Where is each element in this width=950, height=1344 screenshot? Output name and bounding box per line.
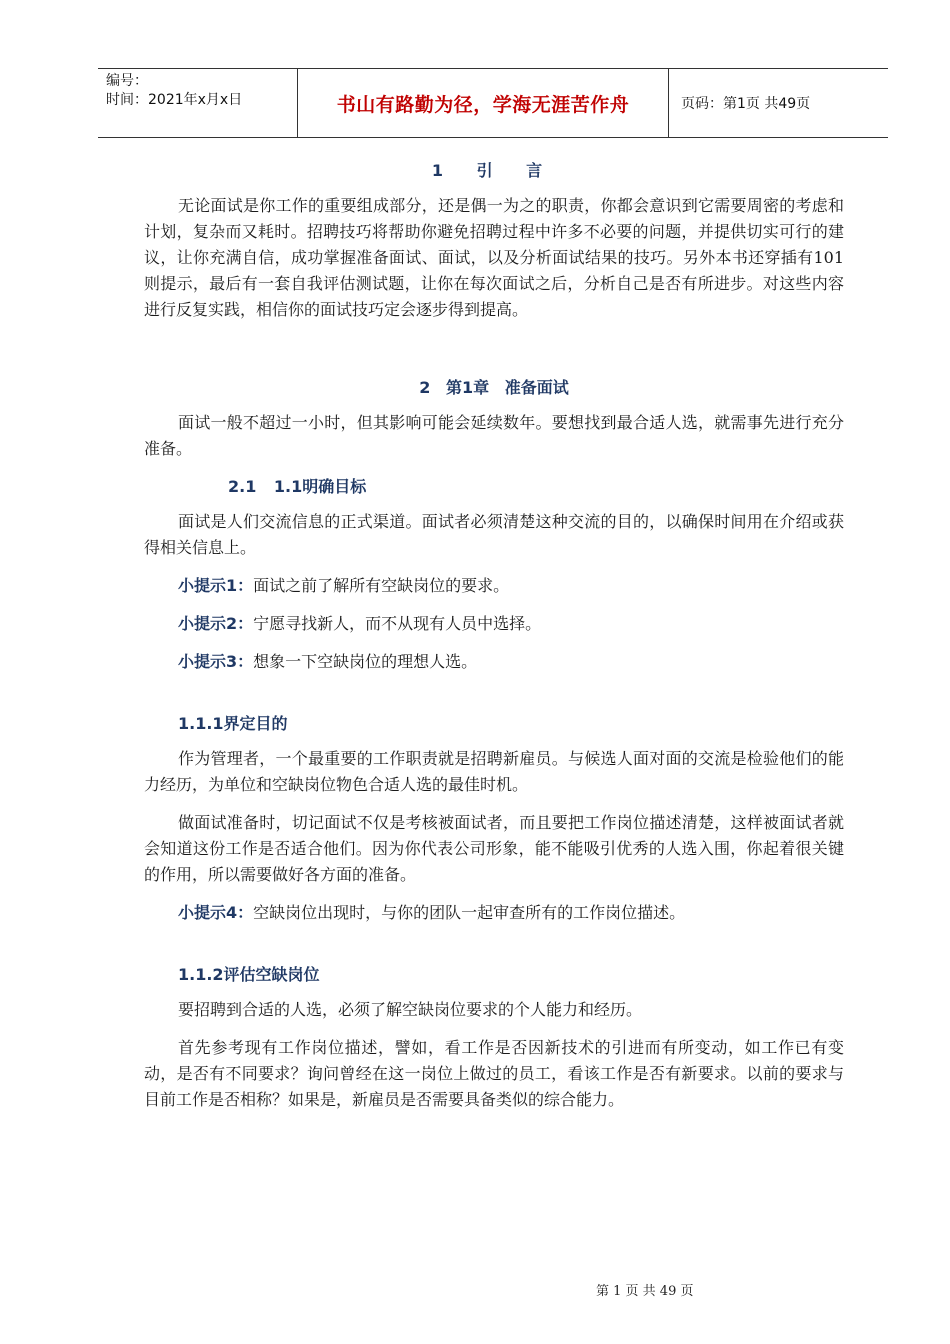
- tip-3: [178, 649, 844, 675]
- tip-label: 小提示3：: [178, 652, 254, 671]
- header-meta: [98, 69, 298, 137]
- tip-text: 面试之前了解所有空缺岗位的要求。: [253, 576, 510, 595]
- tip-text: 想象一下空缺岗位的理想人选。: [253, 652, 478, 671]
- tip-label: 小提示2：: [178, 614, 254, 633]
- section-1-1-heading: 2.1 1.1明确目标: [228, 477, 367, 496]
- section-1-1-2-heading: 1.1.2评估空缺岗位: [178, 965, 320, 984]
- tip-2: [178, 611, 844, 637]
- section-1-1-1-paragraph-2: 做面试准备时，切记面试不仅是考核被面试者，而且要把工作岗位描述清楚，这样被面试者就会知道这份工作是否适合他们。因为你代表公司形象，能不能吸引优秀的人选入围，你起着很关键的作用，所以需要做好各方面的准备。: [144, 813, 844, 884]
- header-time: 时间：2021年x月x日: [106, 92, 243, 108]
- tip-text: 宁愿寻找新人，而不从现有人员中选择。: [253, 614, 542, 633]
- header-page-info: 页码：第1页 共49页: [681, 96, 811, 112]
- section-1-1-1-heading: 1.1.1界定目的: [178, 714, 288, 733]
- chapter1-paragraph: 面试一般不超过一小时，但其影响可能会延续数年。要想找到最合适人选，就需事先进行充分准备。: [144, 413, 844, 458]
- section-1-1-1-paragraph-1: 作为管理者，一个最重要的工作职责就是招聘新雇员。与候选人面对面的交流是检验他们的能力经历，为单位和空缺岗位物色合适人选的最佳时机。: [144, 749, 844, 794]
- tip-text: 空缺岗位出现时，与你的团队一起审查所有的工作岗位描述。: [253, 903, 686, 922]
- header-number: 编号：: [106, 73, 148, 89]
- section-1-1-paragraph: 面试是人们交流信息的正式渠道。面试者必须清楚这种交流的目的，以确保时间用在介绍或获得相关信息上。: [144, 512, 844, 557]
- tip-4: [178, 900, 844, 926]
- intro-heading: 1 引 言: [431, 161, 557, 180]
- section-1-1-2-paragraph-1: 要招聘到合适的人选，必须了解空缺岗位要求的个人能力和经历。: [178, 1000, 643, 1019]
- tip-label: 小提示1：: [178, 576, 254, 595]
- section-1-1-2-paragraph-2: 首先参考现有工作岗位描述，譬如，看工作是否因新技术的引进而有所变动，如工作已有变动，是否有不同要求？询问曾经在这一岗位上做过的员工，看该工作是否有新要求。以前的要求与目前工作是否相称？如果是，新雇员是否需要具备类似的综合能力。: [144, 1038, 844, 1109]
- intro-paragraph: 无论面试是你工作的重要组成部分，还是偶一为之的职责，你都会意识到它需要周密的考虑和计划，复杂而又耗时。招聘技巧将帮助你避免招聘过程中许多不必要的问题，并提供切实可行的建议，让你充满自信，成功掌握准备面试、面试，以及分析面试结果的技巧。另外本书还穿插有101则提示，最后有一套自我评估测试题，让你在每次面试之后，分析自己是否有所进步。对这些内容进行反复实践，相信你的面试技巧定会逐步得到提高。: [144, 196, 844, 319]
- page-footer: 第 1 页 共 49 页: [596, 1284, 694, 1299]
- header-motto: 书山有路勤为径，学海无涯苦作舟: [298, 69, 669, 137]
- tip-label: 小提示4：: [178, 903, 254, 922]
- document-body: [144, 158, 844, 1125]
- tip-1: [178, 573, 844, 599]
- page-header: [98, 68, 888, 138]
- chapter1-heading: 2 第1章 准备面试: [419, 378, 569, 397]
